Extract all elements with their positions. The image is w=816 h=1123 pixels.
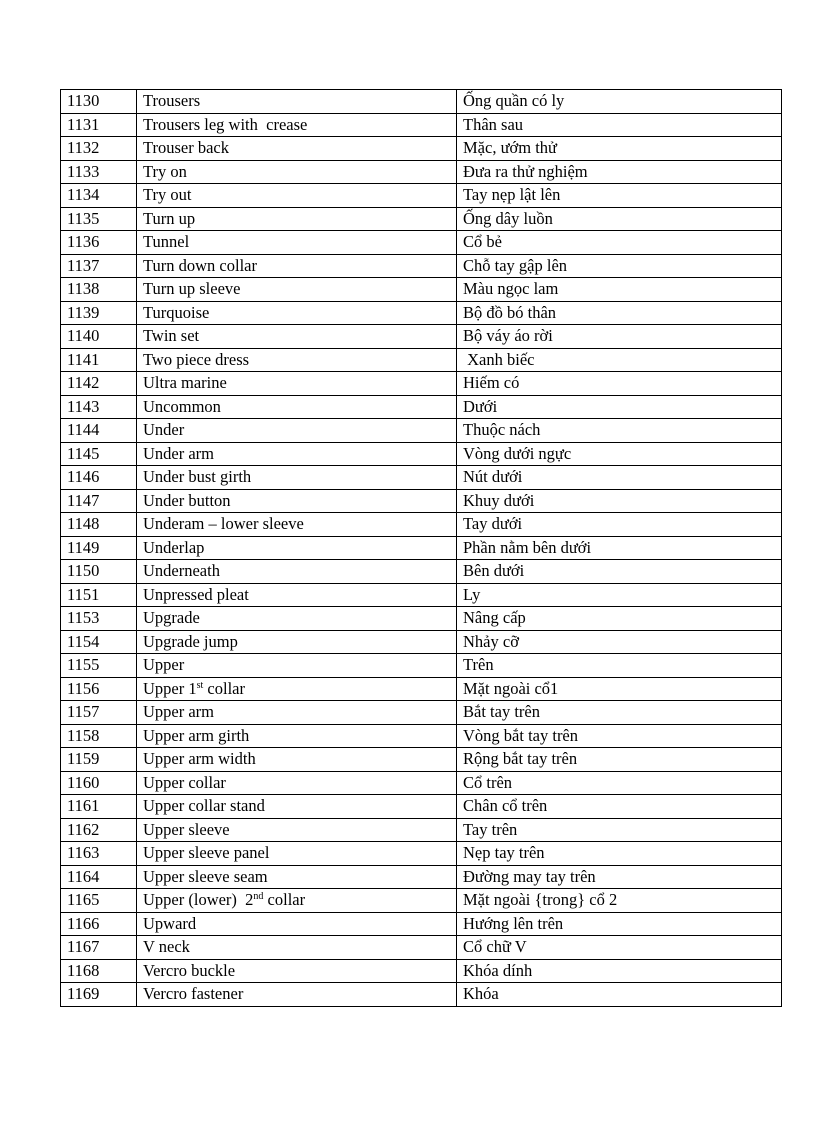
- entry-number: 1136: [61, 231, 137, 255]
- vietnamese-translation: Nhảy cỡ: [457, 630, 782, 654]
- entry-number: 1148: [61, 513, 137, 537]
- table-row: [61, 654, 782, 678]
- english-term: Turn up: [137, 207, 457, 231]
- entry-number: 1145: [61, 442, 137, 466]
- table-row: [61, 184, 782, 208]
- vietnamese-translation: Nâng cấp: [457, 607, 782, 631]
- english-term: Trousers leg with crease: [137, 113, 457, 137]
- vietnamese-translation: Hướng lên trên: [457, 912, 782, 936]
- table-row: [61, 466, 782, 490]
- english-term: Under button: [137, 489, 457, 513]
- english-term: Upper arm width: [137, 748, 457, 772]
- vietnamese-translation: Ống dây luồn: [457, 207, 782, 231]
- entry-number: 1147: [61, 489, 137, 513]
- english-term: Vercro fastener: [137, 983, 457, 1007]
- english-term: Tunnel: [137, 231, 457, 255]
- entry-number: 1132: [61, 137, 137, 161]
- entry-number: 1166: [61, 912, 137, 936]
- entry-number: 1139: [61, 301, 137, 325]
- table-row: [61, 254, 782, 278]
- vietnamese-translation: Đưa ra thử nghiệm: [457, 160, 782, 184]
- vietnamese-translation: Vòng bắt tay trên: [457, 724, 782, 748]
- entry-number: 1161: [61, 795, 137, 819]
- vietnamese-translation: Cổ trên: [457, 771, 782, 795]
- entry-number: 1167: [61, 936, 137, 960]
- vietnamese-translation: Thân sau: [457, 113, 782, 137]
- vietnamese-translation: Nẹp tay trên: [457, 842, 782, 866]
- entry-number: 1140: [61, 325, 137, 349]
- entry-number: 1149: [61, 536, 137, 560]
- english-term: Underneath: [137, 560, 457, 584]
- entry-number: 1137: [61, 254, 137, 278]
- english-term: Trouser back: [137, 137, 457, 161]
- entry-number: 1160: [61, 771, 137, 795]
- table-row: [61, 724, 782, 748]
- english-term: Try on: [137, 160, 457, 184]
- table-row: [61, 842, 782, 866]
- table-row: [61, 231, 782, 255]
- english-term: Upper collar: [137, 771, 457, 795]
- table-row: [61, 677, 782, 701]
- table-row: [61, 865, 782, 889]
- table-row: [61, 325, 782, 349]
- entry-number: 1134: [61, 184, 137, 208]
- english-term: Under bust girth: [137, 466, 457, 490]
- table-row: [61, 748, 782, 772]
- english-term: Twin set: [137, 325, 457, 349]
- english-term: Trousers: [137, 90, 457, 114]
- vietnamese-translation: Tay dưới: [457, 513, 782, 537]
- vietnamese-translation: Tay trên: [457, 818, 782, 842]
- english-term: Under: [137, 419, 457, 443]
- english-term: Upper sleeve: [137, 818, 457, 842]
- english-term: Vercro buckle: [137, 959, 457, 983]
- glossary-table: [60, 89, 782, 1007]
- english-term-suffix: collar: [263, 890, 306, 909]
- entry-number: 1131: [61, 113, 137, 137]
- entry-number: 1156: [61, 677, 137, 701]
- vietnamese-translation: Trên: [457, 654, 782, 678]
- vietnamese-translation: Chân cổ trên: [457, 795, 782, 819]
- vietnamese-translation: Khóa: [457, 983, 782, 1007]
- table-row: [61, 936, 782, 960]
- entry-number: 1169: [61, 983, 137, 1007]
- entry-number: 1135: [61, 207, 137, 231]
- vietnamese-translation: Mặt ngoài cổ1: [457, 677, 782, 701]
- glossary-table-body: [61, 90, 782, 1007]
- entry-number: 1141: [61, 348, 137, 372]
- table-row: [61, 372, 782, 396]
- english-term-superscript: nd: [253, 891, 264, 902]
- table-row: [61, 560, 782, 584]
- vietnamese-translation: Vòng dưới ngực: [457, 442, 782, 466]
- vietnamese-translation: Mặc, ướm thử: [457, 137, 782, 161]
- english-term: Try out: [137, 184, 457, 208]
- vietnamese-translation: Tay nẹp lật lên: [457, 184, 782, 208]
- english-term: Upper sleeve seam: [137, 865, 457, 889]
- table-row: [61, 90, 782, 114]
- entry-number: 1165: [61, 889, 137, 913]
- english-term-text: Upper (lower) 2: [143, 890, 254, 909]
- vietnamese-translation: Ống quần có ly: [457, 90, 782, 114]
- table-row: [61, 395, 782, 419]
- vietnamese-translation: Khuy dưới: [457, 489, 782, 513]
- english-term: Under arm: [137, 442, 457, 466]
- entry-number: 1153: [61, 607, 137, 631]
- english-term: [137, 889, 457, 913]
- english-term: Ultra marine: [137, 372, 457, 396]
- table-row: [61, 301, 782, 325]
- table-row: [61, 442, 782, 466]
- english-term: Turn down collar: [137, 254, 457, 278]
- english-term: Upgrade: [137, 607, 457, 631]
- english-term-suffix: collar: [203, 678, 245, 698]
- table-row: [61, 160, 782, 184]
- english-term-text: Upper 1: [143, 678, 197, 698]
- vietnamese-translation: Đường may tay trên: [457, 865, 782, 889]
- entry-number: 1146: [61, 466, 137, 490]
- table-row: [61, 113, 782, 137]
- table-row: [61, 536, 782, 560]
- entry-number: 1142: [61, 372, 137, 396]
- english-term: Uncommon: [137, 395, 457, 419]
- table-row: [61, 419, 782, 443]
- entry-number: 1138: [61, 278, 137, 302]
- entry-number: 1162: [61, 818, 137, 842]
- vietnamese-translation: Rộng bắt tay trên: [457, 748, 782, 772]
- english-term: Two piece dress: [137, 348, 457, 372]
- english-term: Underam – lower sleeve: [137, 513, 457, 537]
- entry-number: 1158: [61, 724, 137, 748]
- table-row: [61, 889, 782, 913]
- english-term: Turn up sleeve: [137, 278, 457, 302]
- vietnamese-translation: Màu ngọc lam: [457, 278, 782, 302]
- vietnamese-translation: Bộ đồ bó thân: [457, 301, 782, 325]
- vietnamese-translation: Bộ váy áo rời: [457, 325, 782, 349]
- vietnamese-translation: Hiếm có: [457, 372, 782, 396]
- vietnamese-translation: Dưới: [457, 395, 782, 419]
- entry-number: 1155: [61, 654, 137, 678]
- table-row: [61, 771, 782, 795]
- entry-number: 1151: [61, 583, 137, 607]
- table-row: [61, 583, 782, 607]
- entry-number: 1143: [61, 395, 137, 419]
- english-term: Upper arm: [137, 701, 457, 725]
- english-term: Upgrade jump: [137, 630, 457, 654]
- entry-number: 1168: [61, 959, 137, 983]
- english-term: Turquoise: [137, 301, 457, 325]
- english-term: V neck: [137, 936, 457, 960]
- vietnamese-translation: Thuộc nách: [457, 419, 782, 443]
- english-term-superscript: st: [196, 679, 204, 691]
- table-row: [61, 348, 782, 372]
- table-row: [61, 818, 782, 842]
- vietnamese-translation: Ly: [457, 583, 782, 607]
- table-row: [61, 513, 782, 537]
- table-row: [61, 701, 782, 725]
- english-term: Upper arm girth: [137, 724, 457, 748]
- entry-number: 1133: [61, 160, 137, 184]
- table-row: [61, 137, 782, 161]
- table-row: [61, 489, 782, 513]
- entry-number: 1150: [61, 560, 137, 584]
- table-row: [61, 630, 782, 654]
- entry-number: 1159: [61, 748, 137, 772]
- english-term: Upper: [137, 654, 457, 678]
- entry-number: 1130: [61, 90, 137, 114]
- english-term: Underlap: [137, 536, 457, 560]
- english-term: Upper sleeve panel: [137, 842, 457, 866]
- entry-number: 1163: [61, 842, 137, 866]
- english-term: Upward: [137, 912, 457, 936]
- table-row: [61, 959, 782, 983]
- english-term: Unpressed pleat: [137, 583, 457, 607]
- vietnamese-translation: Cổ chữ V: [457, 936, 782, 960]
- entry-number: 1144: [61, 419, 137, 443]
- entry-number: 1164: [61, 865, 137, 889]
- vietnamese-translation: Bắt tay trên: [457, 701, 782, 725]
- table-row: [61, 983, 782, 1007]
- english-term: [137, 677, 457, 701]
- vietnamese-translation: Phần nằm bên dưới: [457, 536, 782, 560]
- entry-number: 1157: [61, 701, 137, 725]
- vietnamese-translation: Xanh biếc: [457, 348, 782, 372]
- table-row: [61, 912, 782, 936]
- vietnamese-translation: Khóa dính: [457, 959, 782, 983]
- table-row: [61, 607, 782, 631]
- vietnamese-translation: Nút dưới: [457, 466, 782, 490]
- table-row: [61, 207, 782, 231]
- vietnamese-translation: Bên dưới: [457, 560, 782, 584]
- vietnamese-translation: Chỗ tay gập lên: [457, 254, 782, 278]
- vietnamese-translation: Mặt ngoài {trong} cổ 2: [457, 889, 782, 913]
- table-row: [61, 795, 782, 819]
- table-row: [61, 278, 782, 302]
- entry-number: 1154: [61, 630, 137, 654]
- english-term: Upper collar stand: [137, 795, 457, 819]
- vietnamese-translation: Cổ bẻ: [457, 231, 782, 255]
